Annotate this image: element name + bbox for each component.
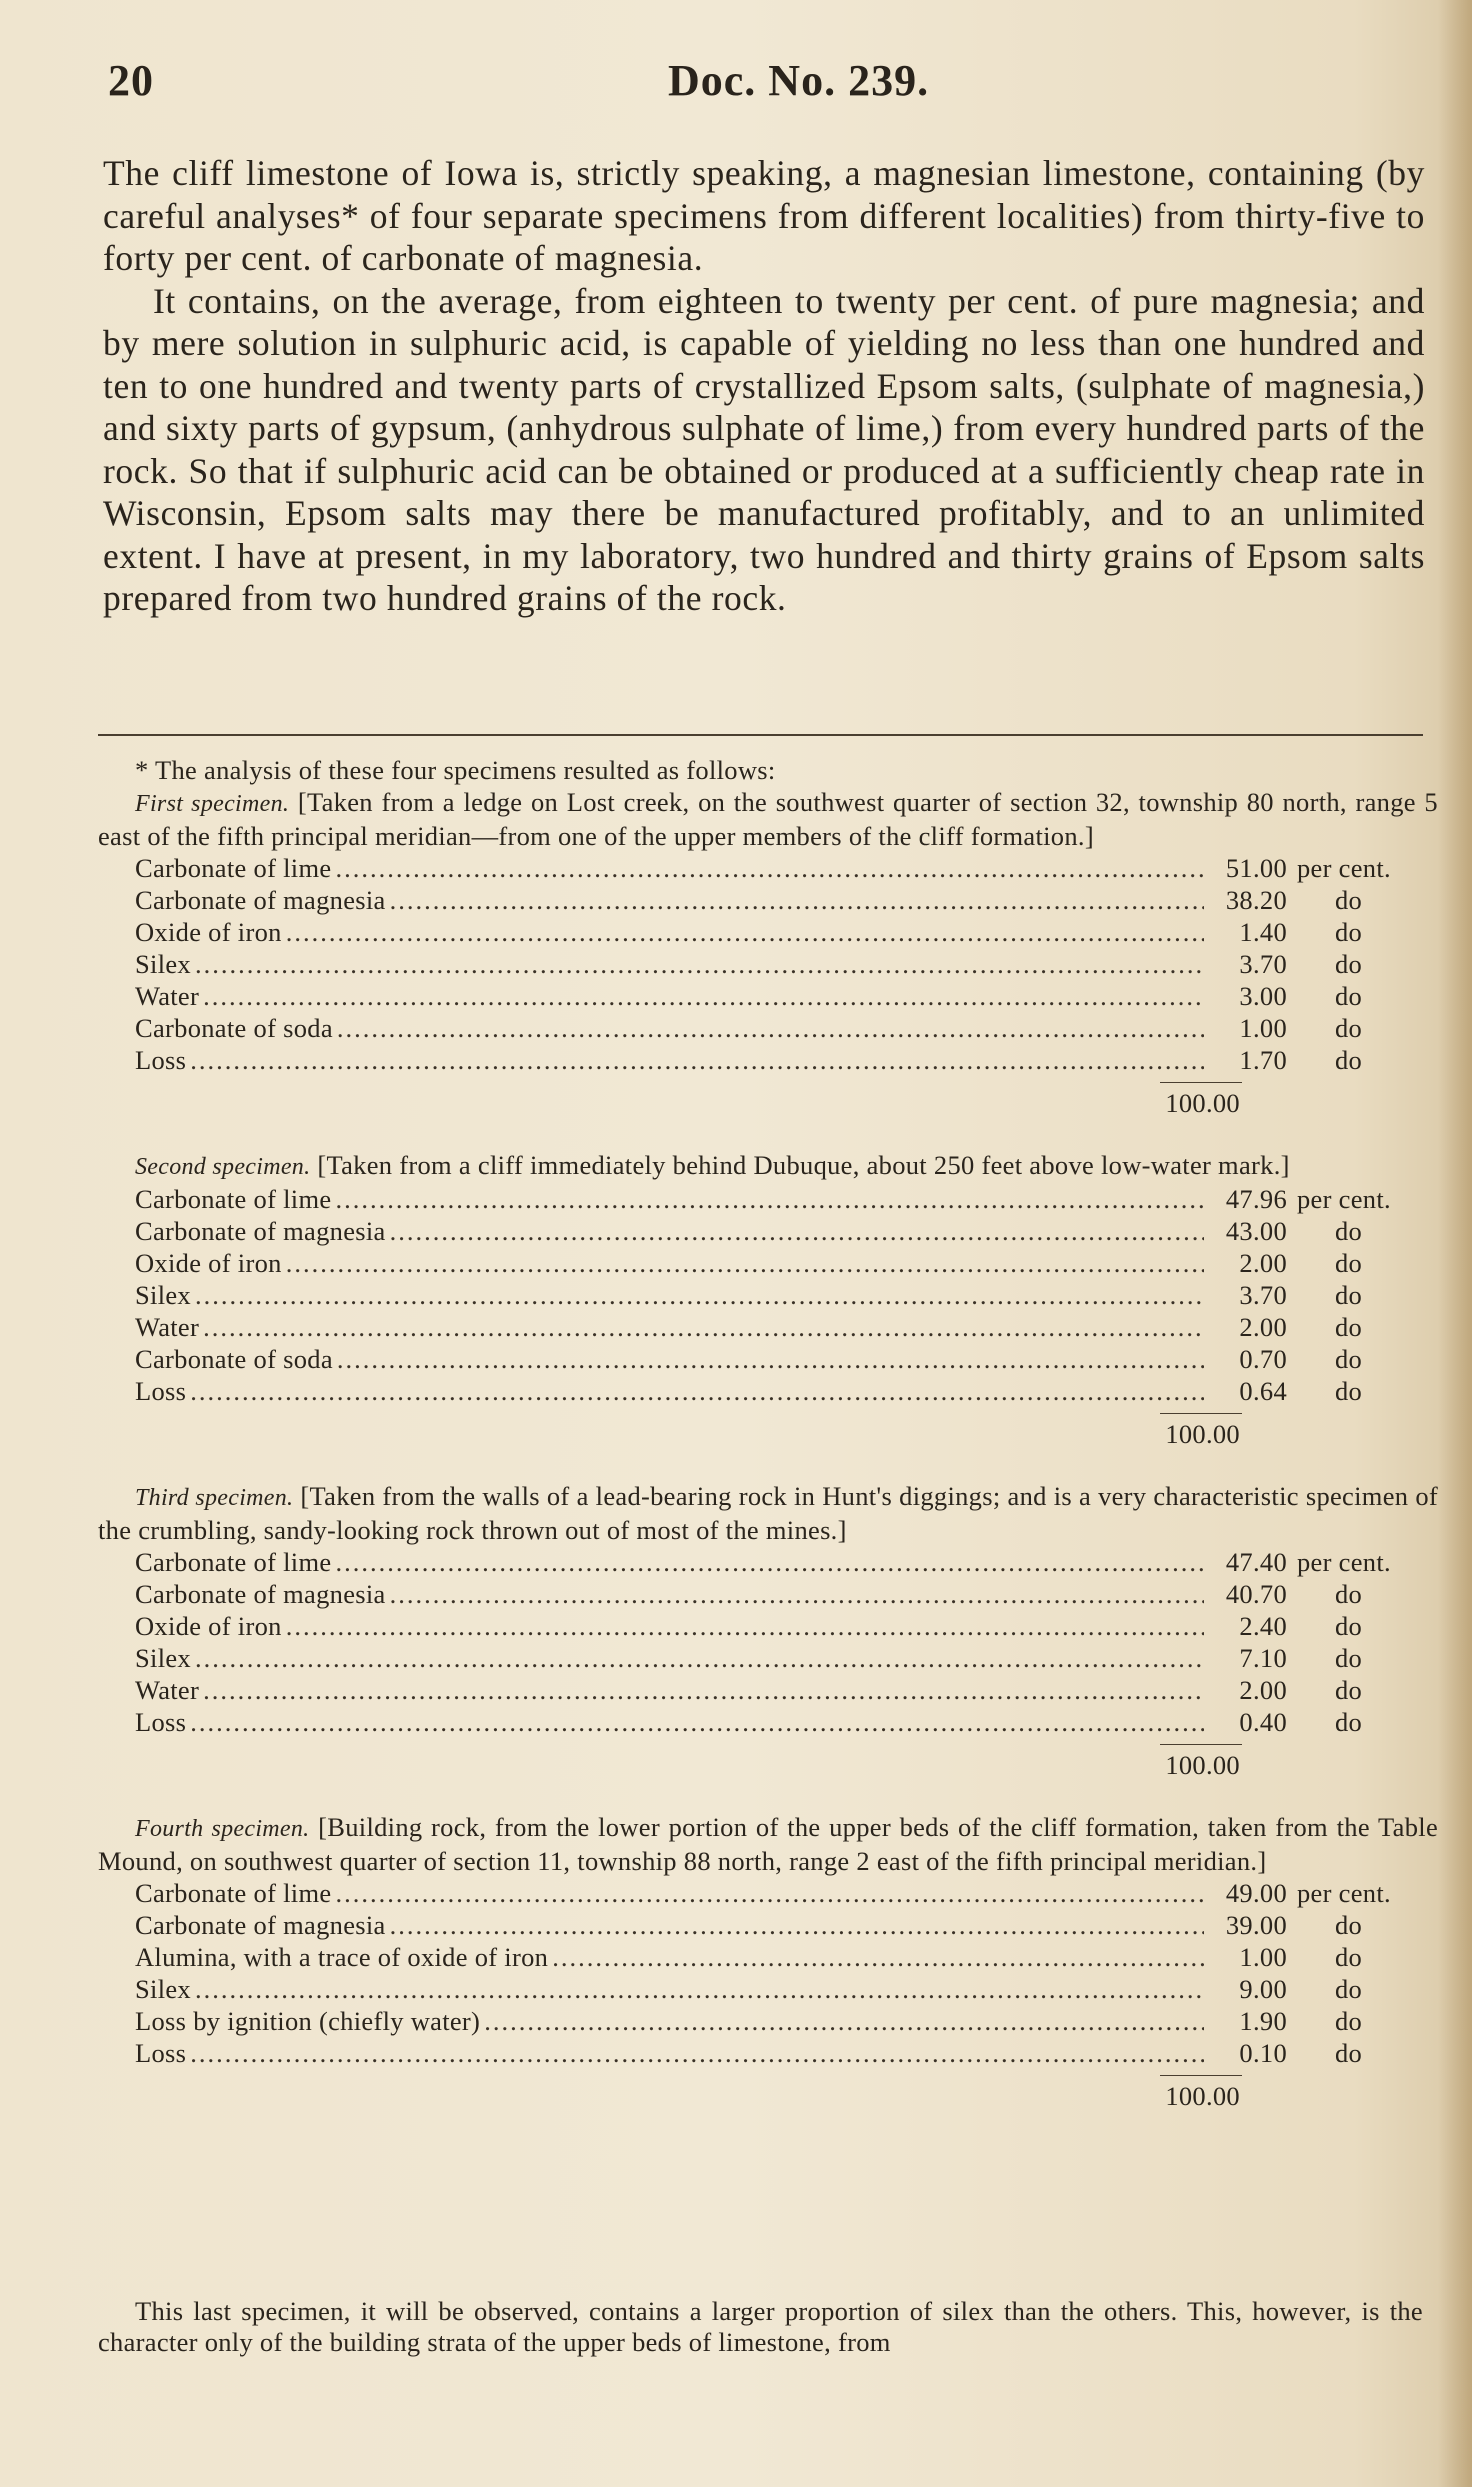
leader-dots — [286, 1247, 1204, 1279]
row-unit: per cent. — [1297, 1184, 1391, 1214]
row-value: 43.00 — [1225, 1216, 1287, 1246]
row-name: Carbonate of magnesia — [135, 1579, 386, 1609]
leader-dots — [337, 1343, 1204, 1375]
leader-dots — [190, 1375, 1204, 1407]
table-row — [135, 1973, 1435, 2005]
table-row — [135, 948, 1435, 980]
table-row — [135, 1279, 1435, 1311]
row-value: 2.00 — [1239, 1675, 1287, 1705]
row-name: Loss — [135, 1707, 187, 1737]
specimen-2 — [98, 1149, 1438, 1454]
table-row — [135, 1909, 1435, 1941]
row-name: Loss — [135, 1045, 187, 1075]
table-row — [135, 1375, 1435, 1407]
table-row — [135, 1877, 1435, 1909]
specimen-1-heading — [98, 786, 1438, 852]
leader-dots — [390, 1215, 1204, 1247]
row-value: 1.00 — [1239, 1013, 1287, 1043]
footnote-intro: * The analysis of these four specimens resulted as follows: — [135, 755, 776, 785]
row-value: 0.70 — [1239, 1344, 1287, 1374]
row-unit: do — [1335, 1675, 1363, 1705]
page-header — [108, 55, 1352, 115]
table-row — [135, 1674, 1435, 1706]
specimen-1-table — [135, 852, 1435, 1076]
specimen-2-label: Second specimen. — [135, 1154, 311, 1180]
row-name: Loss — [135, 2038, 187, 2068]
footnote — [98, 754, 1438, 2116]
row-name: Carbonate of magnesia — [135, 1910, 386, 1940]
table-row — [135, 1706, 1435, 1738]
row-unit: per cent. — [1297, 1878, 1391, 1908]
row-name: Loss by ignition (chiefly water) — [135, 2006, 481, 2036]
specimen-3-label: Third specimen. — [135, 1485, 294, 1511]
specimen-3 — [98, 1480, 1438, 1785]
specimen-3-total — [1160, 1744, 1240, 1785]
row-unit: do — [1335, 1643, 1363, 1673]
row-value: 47.40 — [1225, 1547, 1287, 1577]
table-row — [135, 1183, 1435, 1215]
row-unit: do — [1335, 1312, 1363, 1342]
row-name: Loss — [135, 1376, 187, 1406]
table-row — [135, 1215, 1435, 1247]
footnote-divider — [98, 734, 1423, 736]
leader-dots — [195, 948, 1204, 980]
row-unit: per cent. — [1297, 853, 1391, 883]
leader-dots — [552, 1941, 1204, 1973]
table-row — [135, 1247, 1435, 1279]
row-value: 7.10 — [1239, 1643, 1287, 1673]
specimen-2-total — [1160, 1413, 1240, 1454]
row-value: 1.90 — [1239, 2006, 1287, 2036]
specimen-1-description: [Taken from a ledge on Lost creek, on the southwest quarter of section 32, township 80 north, range 5 east of the fifth principal meridian—from one of the upper members of the cliff formation.] — [98, 787, 1438, 851]
row-value: 0.64 — [1239, 1376, 1287, 1406]
paragraph-1: The cliff limestone of Iowa is, strictly speaking, a magnesian limestone, containing (by careful analyses* of four separate specimens from different localities) from thirty-five to forty per cent. of carbonate of magnesia. — [103, 153, 1425, 278]
table-row — [135, 1546, 1435, 1578]
row-value: 3.70 — [1239, 949, 1287, 979]
row-name: Carbonate of lime — [135, 1878, 332, 1908]
leader-dots — [190, 1706, 1204, 1738]
specimen-2-table — [135, 1183, 1435, 1407]
row-unit: do — [1335, 1942, 1363, 1972]
row-unit: per cent. — [1297, 1547, 1391, 1577]
row-value: 1.70 — [1239, 1045, 1287, 1075]
row-name: Carbonate of lime — [135, 1547, 332, 1577]
leader-dots — [335, 1546, 1204, 1578]
row-value: 9.00 — [1239, 1974, 1287, 2004]
specimen-4-description: [Building rock, from the lower portion of the upper beds of the cliff formation, taken from the Table Mound, on southwest quarter of section 11, township 88 north, range 2 east of the fifth principal meridian.] — [98, 1812, 1439, 1876]
row-unit: do — [1335, 1376, 1363, 1406]
row-unit: do — [1335, 1974, 1363, 2004]
leader-dots — [337, 1012, 1204, 1044]
row-unit: do — [1335, 1910, 1363, 1940]
leader-dots — [286, 1610, 1204, 1642]
row-unit: do — [1335, 917, 1363, 947]
row-unit: do — [1335, 1707, 1363, 1737]
row-name: Oxide of iron — [135, 1611, 282, 1641]
row-unit: do — [1335, 1344, 1363, 1374]
table-row — [135, 2005, 1435, 2037]
specimen-1-total — [1160, 1082, 1240, 1123]
table-row — [135, 1044, 1435, 1076]
row-name: Carbonate of magnesia — [135, 885, 386, 915]
closing-text — [98, 2296, 1423, 2358]
total-value: 100.00 — [1165, 1750, 1240, 1780]
leader-dots — [203, 980, 1204, 1012]
row-unit: do — [1335, 2038, 1363, 2068]
row-unit: do — [1335, 981, 1363, 1011]
row-name: Water — [135, 1675, 200, 1705]
specimen-4-table — [135, 1877, 1435, 2069]
row-name: Carbonate of lime — [135, 853, 332, 883]
row-name: Silex — [135, 949, 191, 979]
row-unit: do — [1335, 1013, 1363, 1043]
table-row — [135, 916, 1435, 948]
table-row — [135, 1012, 1435, 1044]
table-row — [135, 1343, 1435, 1375]
table-row — [135, 1610, 1435, 1642]
row-value: 40.70 — [1225, 1579, 1287, 1609]
specimen-4-label: Fourth specimen. — [135, 1816, 310, 1842]
row-name: Oxide of iron — [135, 917, 282, 947]
row-value: 0.40 — [1239, 1707, 1287, 1737]
total-value: 100.00 — [1165, 1419, 1240, 1449]
row-unit: do — [1335, 1248, 1363, 1278]
leader-dots — [195, 1642, 1204, 1674]
row-name: Oxide of iron — [135, 1248, 282, 1278]
leader-dots — [203, 1311, 1204, 1343]
row-name: Carbonate of soda — [135, 1013, 333, 1043]
row-unit: do — [1335, 1216, 1363, 1246]
row-value: 3.00 — [1239, 981, 1287, 1011]
leader-dots — [390, 1578, 1204, 1610]
row-name: Carbonate of lime — [135, 1184, 332, 1214]
leader-dots — [390, 884, 1204, 916]
row-name: Silex — [135, 1974, 191, 2004]
table-row — [135, 1311, 1435, 1343]
row-name: Carbonate of soda — [135, 1344, 333, 1374]
row-unit: do — [1335, 1579, 1363, 1609]
specimen-3-description: [Taken from the walls of a lead-bearing rock in Hunt's diggings; and is a very characteristic specimen of the crumbling, sandy-looking rock thrown out of most of the mines.] — [98, 1481, 1438, 1545]
row-name: Water — [135, 1312, 200, 1342]
row-value: 3.70 — [1239, 1280, 1287, 1310]
row-unit: do — [1335, 2006, 1363, 2036]
total-value: 100.00 — [1165, 1088, 1240, 1118]
paragraph-2: It contains, on the average, from eighteen to twenty per cent. of pure magnesia; and by mere solution in sulphuric acid, is capable of yielding no less than one hundred and ten to one hundred and twenty parts of crystallized Epsom salts, (sulphate of magnesia,) and sixty parts of gypsum, (anhydrous sulphate of lime,) from every hundred parts of the rock. So that if sulphuric acid can be obtained or produced at a sufficiently cheap rate in Wisconsin, Epsom salts may there be manufactured profitably, and to an unlimited extent. I have at present, in my laboratory, two hundred and thirty grains of Epsom salts prepared from two hundred grains of the rock. — [103, 280, 1425, 618]
leader-dots — [390, 1909, 1204, 1941]
leader-dots — [335, 852, 1204, 884]
row-name: Carbonate of magnesia — [135, 1216, 386, 1246]
row-unit: do — [1335, 1280, 1363, 1310]
table-row — [135, 2037, 1435, 2069]
page-spine-shadow — [1438, 0, 1472, 2487]
leader-dots — [484, 2005, 1204, 2037]
specimen-4 — [98, 1811, 1438, 2116]
row-value: 39.00 — [1225, 1910, 1287, 1940]
table-row — [135, 852, 1435, 884]
table-row — [135, 1578, 1435, 1610]
specimen-3-heading — [98, 1480, 1438, 1546]
specimen-2-heading — [98, 1149, 1438, 1183]
specimen-3-table — [135, 1546, 1435, 1738]
row-unit: do — [1335, 885, 1363, 915]
closing-paragraph: This last specimen, it will be observed, contains a larger proportion of silex than the others. This, however, is the character only of the building strata of the upper beds of limestone, from — [98, 2296, 1423, 2357]
leader-dots — [286, 916, 1204, 948]
leader-dots — [195, 1279, 1204, 1311]
table-row — [135, 1642, 1435, 1674]
row-name: Water — [135, 981, 200, 1011]
table-row — [135, 1941, 1435, 1973]
row-unit: do — [1335, 1611, 1363, 1641]
leader-dots — [195, 1973, 1204, 2005]
row-value: 1.00 — [1239, 1942, 1287, 1972]
total-value: 100.00 — [1165, 2081, 1240, 2111]
main-text — [103, 152, 1425, 620]
table-row — [135, 980, 1435, 1012]
specimen-4-total — [1160, 2075, 1240, 2116]
specimen-1 — [98, 786, 1438, 1123]
document-title: Doc. No. 239. — [668, 56, 930, 105]
row-value: 0.10 — [1239, 2038, 1287, 2068]
row-value: 1.40 — [1239, 917, 1287, 947]
leader-dots — [190, 1044, 1204, 1076]
row-value: 49.00 — [1225, 1878, 1287, 1908]
row-value: 38.20 — [1225, 885, 1287, 915]
row-value: 2.00 — [1239, 1312, 1287, 1342]
specimen-2-description: [Taken from a cliff immediately behind Dubuque, about 250 feet above low-water mark.] — [317, 1150, 1290, 1180]
row-unit: do — [1335, 949, 1363, 979]
row-value: 47.96 — [1225, 1184, 1287, 1214]
table-row — [135, 884, 1435, 916]
row-name: Silex — [135, 1280, 191, 1310]
specimen-4-heading — [98, 1811, 1438, 1877]
leader-dots — [190, 2037, 1204, 2069]
leader-dots — [335, 1877, 1204, 1909]
row-value: 2.00 — [1239, 1248, 1287, 1278]
row-name: Alumina, with a trace of oxide of iron — [135, 1942, 549, 1972]
row-name: Silex — [135, 1643, 191, 1673]
leader-dots — [335, 1183, 1204, 1215]
leader-dots — [203, 1674, 1204, 1706]
page-number: 20 — [108, 56, 154, 105]
row-value: 51.00 — [1225, 853, 1287, 883]
row-value: 2.40 — [1239, 1611, 1287, 1641]
specimen-1-label: First specimen. — [135, 791, 290, 817]
row-unit: do — [1335, 1045, 1363, 1075]
